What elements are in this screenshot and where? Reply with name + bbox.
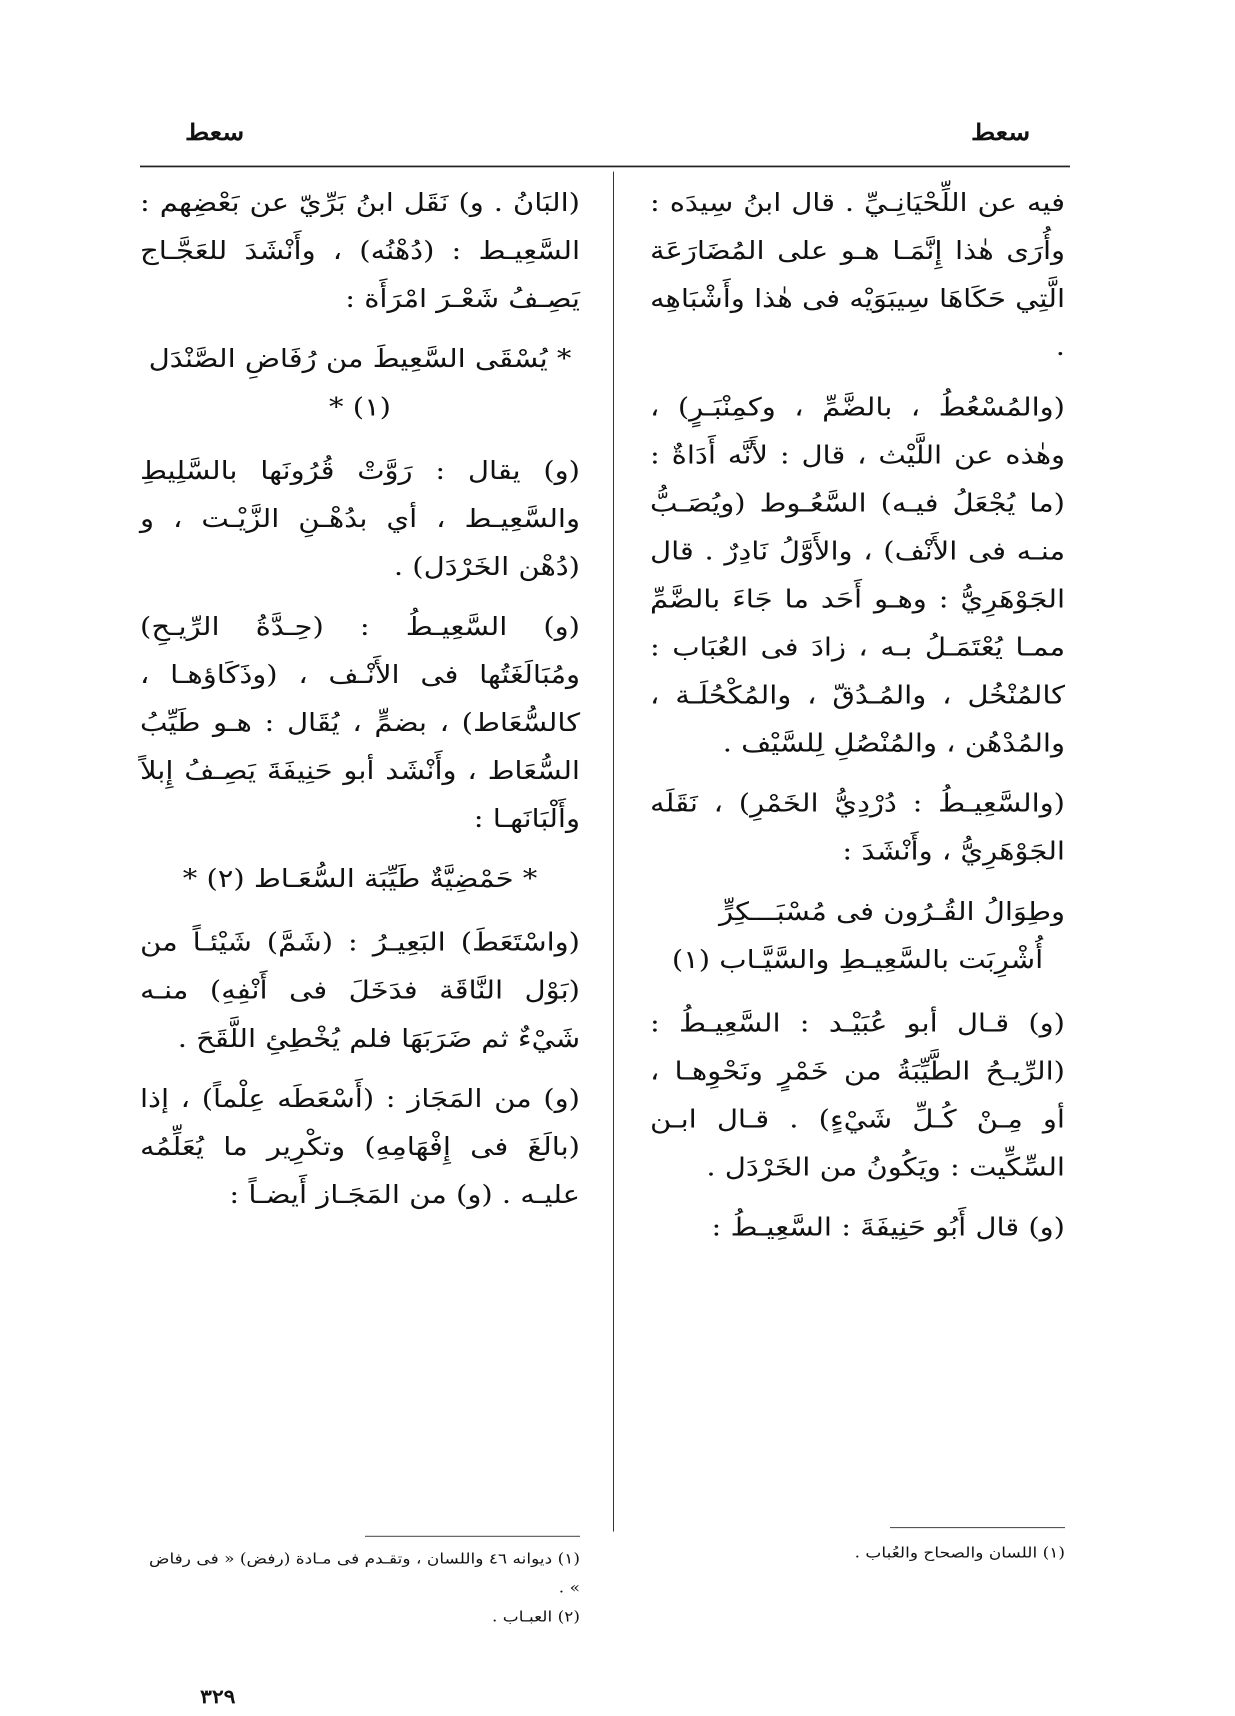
header-rule [140, 166, 1070, 168]
verse-line: * يُسْقَى السَّعِيطَ من رُفَاضِ الصَّنْدَل (١) * [148, 344, 572, 422]
header-right-word: سعط [970, 120, 1030, 146]
paragraph: (و) السَّعِيـطُ : (حِـدَّةُ الرِّيـحِ) ومُبَالَغَتُها فى الأَنْـف ، (وذَكَاؤهـا ، كالسُّعَاط) ، بضمٍّ ، يُقَال : هـو طَيِّبُ السُّعَاط ، وأَنْشَد أبو حَنِيفَةَ يَصِـفُ إِبلاً وأَلْبَانَهـا : [140, 611, 580, 834]
paragraph: (و) قال أَبُو حَنِيفَةَ : السَّعِيـطُ : [711, 1212, 1065, 1242]
paragraph: (واسْتَعَطَ) البَعِيـرُ : (شَمَّ) شَيْئـاً من (بَوْل النَّاقَة فدَخَلَ فى أَنْفِهِ) منـه شَيْءٌ ثم ضَرَبَهَا فلم يُخْطِئِ اللَّقَحَ . [140, 927, 580, 1053]
verse-line: وطِوَالُ القُـرُون فى مُسْبَـــكِرٍّ [719, 896, 1065, 926]
paragraph: (البَانُ . و) نَقَل ابنُ بَرِّيّ عن بَعْضِهم : السَّعِيـط : (دُهْنُه) ، وأَنْشَدَ للعَجَّـاج يَصِـفُ شَعْـرَ امْرَأَة : [140, 187, 580, 314]
page-number: ٣٢٩ [200, 1685, 236, 1709]
left-column [140, 178, 580, 1230]
verse-line: * حَمْضِيَّةٌ طَيِّبَة السُّعَـاط (٢) * [182, 864, 538, 894]
column-divider [613, 172, 614, 1532]
verse-line: أُشْرِبَت بالسَّعِيـطِ والسَّيَّـاب (١) [671, 944, 1044, 974]
footnote-rule-right [890, 1527, 1065, 1528]
paragraph: (و) قـال أبو عُبَيْـد : السَّعِيـطُ : (الرِّيـحُ الطَّيِّبَةُ من خَمْرٍ ونَحْوِهـا ، أو مِـنْ كُـلِّ شَيْءٍ) . قـال ابـن السِّكِّيت : ويَكُونُ من الخَرْدَل . [650, 1008, 1065, 1182]
paragraph: فيه عن اللِّحْيَانِـيِّ . قال ابنُ سِيدَه : وأُرَى هٰذا إِنَّمَـا هـو على المُضَارَعَة الَّتِي حَكَاهَا سِيبَوَيْه فى هٰذا وأَشْبَاهِه . [650, 187, 1065, 362]
footnote-rule-left [365, 1536, 580, 1537]
footnote: (١) ديوانه ٤٦ واللسان ، وتقـدم فى مـادة (رفض) « فى رفاض » . [148, 1550, 580, 1597]
footnotes-right [665, 1538, 1065, 1567]
right-column [650, 178, 1065, 1263]
header-left-word: سعط [185, 120, 245, 146]
paragraph: (و) من المَجَاز : (أَسْعَطَه عِلْماً) ، إذا (بالَغَ فى إِفْهَامِهِ) وتكْرِير ما يُعَلِّمُه عليـه . (و) من المَجَـاز أَيضـاً : [140, 1083, 580, 1209]
paragraph: (و) يقال : رَوَّتْ قُرُونَها بالسَّلِيطِ والسَّعِيـط ، أي بدُهْـنِ الزَّيْـت ، و (دُهْن الخَرْدَل) . [140, 455, 580, 581]
footnotes-left [140, 1544, 580, 1632]
footnote: (١) اللسان والصحاح والعُباب . [854, 1544, 1065, 1562]
paragraph: (والمُسْعُطُ ، بالضَّمِّ ، وكمِنْبَـرٍ) ، وهٰذه عن اللَّيْث ، قال : لأَنَّه أَدَاةٌ : (ما يُجْعَلُ فيـه) السَّعُـوط (ويُصَـبُّ منـه فى الأَنْف) ، والأَوَّلُ نَادِرٌ . قال الجَوْهَرِيُّ : وهـو أَحَد ما جَاءَ بالضَّمِّ ممـا يُعْتَمَـلُ بـه ، زادَ فى العُبَاب : كالمُنْخُل ، والمُـدُقّ ، والمُكْحُلَـة ، والمُدْهُن ، والمُنْصُلِ لِلسَّيْف . [650, 392, 1065, 758]
paragraph: (والسَّعِيـطُ : دُرْدِيُّ الخَمْرِ) ، نَقَلَه الجَوْهَرِيُّ ، وأَنْشَدَ : [650, 788, 1065, 866]
footnote: (٢) العبـاب . [491, 1608, 580, 1626]
